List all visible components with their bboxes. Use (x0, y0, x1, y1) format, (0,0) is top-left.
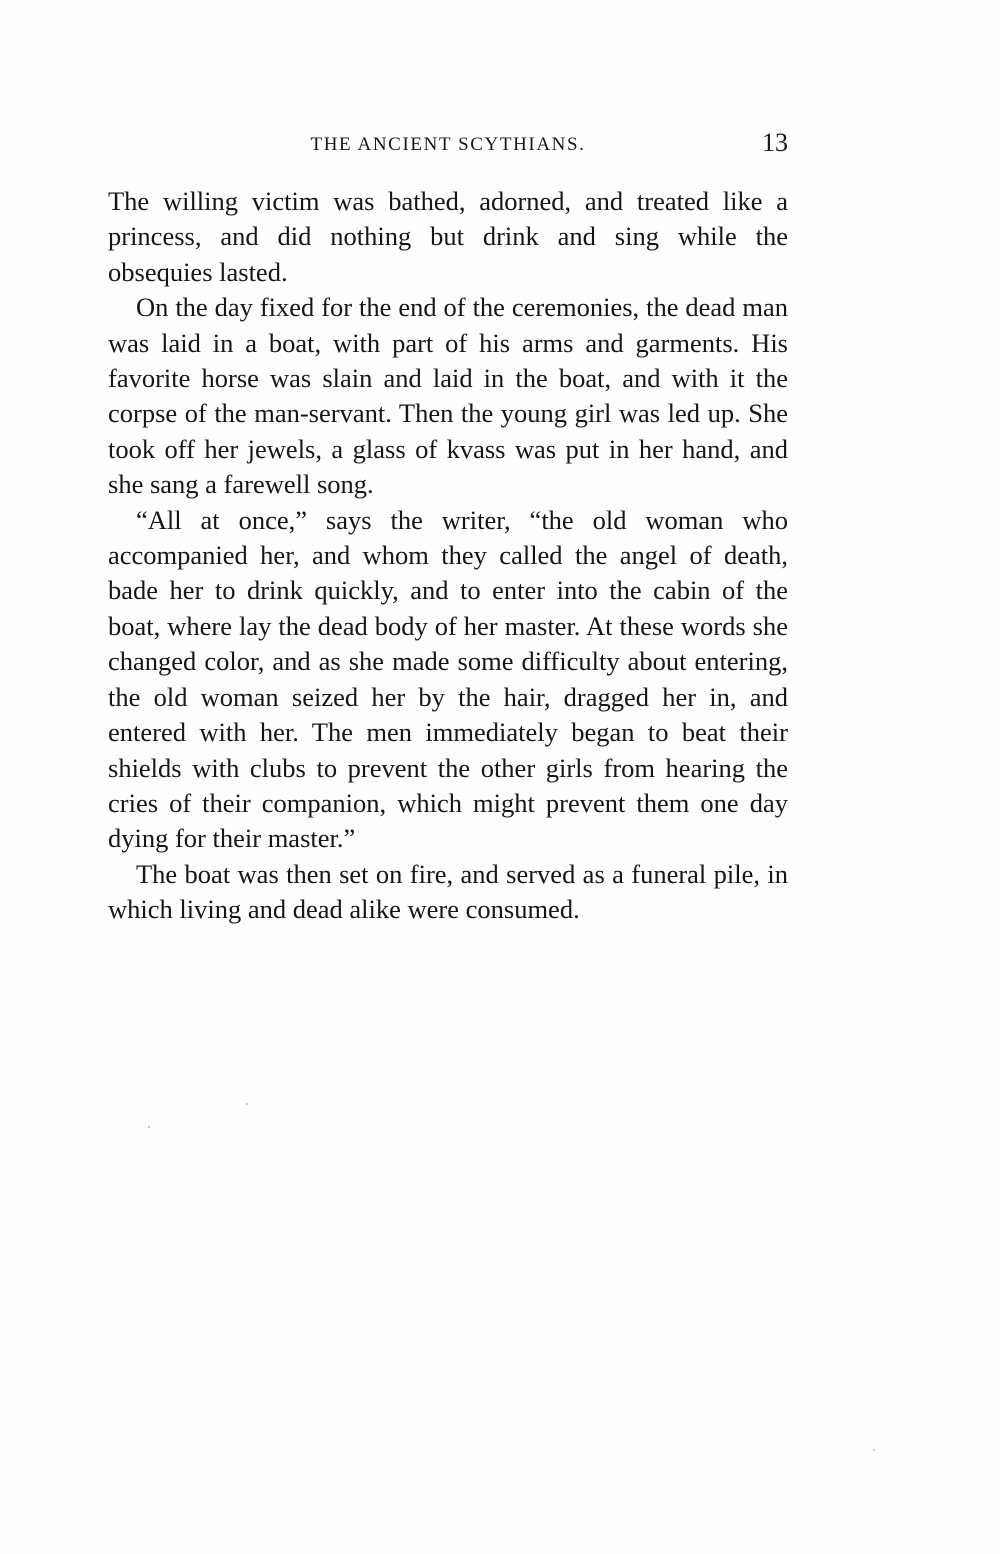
paragraph-3: “All at once,” says the writer, “the old woman who accompanied her, and whom they called the angel of death, bade her to drink quickly, and to enter into the cabin of the boat, where lay the dead body of her master. At these words she changed color, and as she made some difficulty about entering, the old woman seized her by the hair, dragged her in, and entered with her. The men immediately began to beat their shields with clubs to prevent the other girls from hearing the cries of their companion, which might prevent them one day dying for their master.” (108, 504, 788, 854)
paper-speck (148, 1126, 150, 1128)
running-title: THE ANCIENT SCYTHIANS. (310, 134, 586, 155)
body-text (108, 184, 788, 928)
paper-speck (246, 1103, 248, 1105)
paragraph-4: The boat was then set on fire, and served as a funeral pile, in which living and dead alike were consumed. (108, 858, 788, 925)
paragraph-1: The willing victim was bathed, adorned, and treated like a princess, and did nothing but drink and sing while the obsequies lasted. (108, 186, 788, 287)
running-head (108, 128, 788, 164)
paragraph-2: On the day fixed for the end of the ceremonies, the dead man was laid in a boat, with part of his arms and garments. His favorite horse was slain and laid in the boat, and with it the corpse of the man-servant. Then the young girl was led up. She took off her jewels, a glass of kvass was put in her hand, and she sang a farewell song. (108, 292, 788, 500)
paper-speck (873, 1449, 875, 1451)
page-number: 13 (762, 128, 788, 157)
